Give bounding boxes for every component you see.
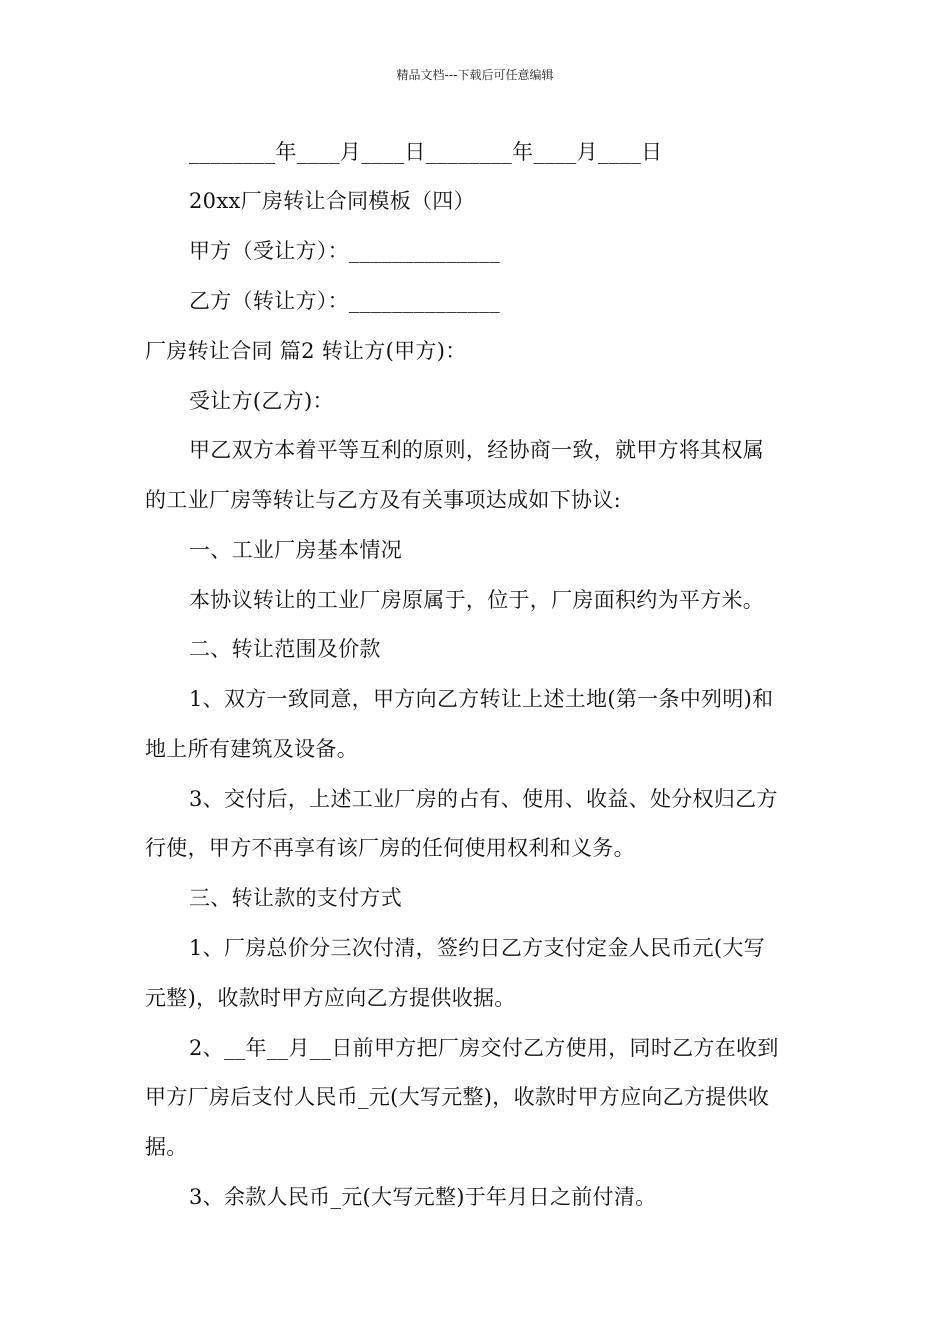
paragraph-line: 甲方厂房后支付人民币_元(大写元整)，收款时甲方应向乙方提供收 bbox=[145, 1085, 770, 1109]
party-a-line: 甲方（受让方）：______________ bbox=[189, 239, 501, 263]
paragraph-line: 行使，甲方不再享有该厂房的任何使用权利和义务。 bbox=[145, 836, 635, 860]
paragraph-line: 元整)，收款时甲方应向乙方提供收据。 bbox=[145, 986, 516, 1010]
date-line: ________年____月____日________年____月____日 bbox=[189, 140, 663, 164]
party-b-line: 乙方（转让方）：______________ bbox=[189, 289, 501, 313]
paragraph-line: 2、__年__月__日前甲方把厂房交付乙方使用，同时乙方在收到 bbox=[189, 1036, 779, 1060]
paragraph-line: 3、交付后，上述工业厂房的占有、使用、收益、处分权归乙方 bbox=[189, 787, 778, 811]
paragraph-line: 的工业厂房等转让与乙方及有关事项达成如下协议: bbox=[145, 488, 621, 512]
section-title: 20xx厂房转让合同模板（四） bbox=[189, 189, 475, 213]
paragraph-line: 地上所有建筑及设备。 bbox=[145, 737, 358, 761]
contract-heading: 厂房转让合同 篇2 转让方(甲方)： bbox=[145, 339, 467, 363]
page-header: 精品文档---下载后可任意编辑 bbox=[396, 68, 554, 82]
paragraph-line: 3、余款人民币_元(大写元整)于年月日之前付清。 bbox=[189, 1185, 657, 1209]
clause-heading: 二、转让范围及价款 bbox=[189, 637, 381, 661]
paragraph-line: 1、厂房总价分三次付清，签约日乙方支付定金人民币元(大写 bbox=[189, 936, 765, 960]
paragraph-line: 甲乙双方本着平等互利的原则，经协商一致，就甲方将其权属 bbox=[189, 438, 765, 462]
clause-heading: 一、工业厂房基本情况 bbox=[189, 538, 402, 562]
paragraph-line: 1、双方一致同意，甲方向乙方转让上述土地(第一条中列明)和 bbox=[189, 687, 774, 711]
paragraph-line: 本协议转让的工业厂房原属于，位于，厂房面积约为平方米。 bbox=[189, 588, 765, 612]
paragraph-line: 据。 bbox=[145, 1135, 188, 1159]
transferee-line: 受让方(乙方)： bbox=[189, 389, 334, 413]
clause-heading: 三、转让款的支付方式 bbox=[189, 886, 402, 910]
